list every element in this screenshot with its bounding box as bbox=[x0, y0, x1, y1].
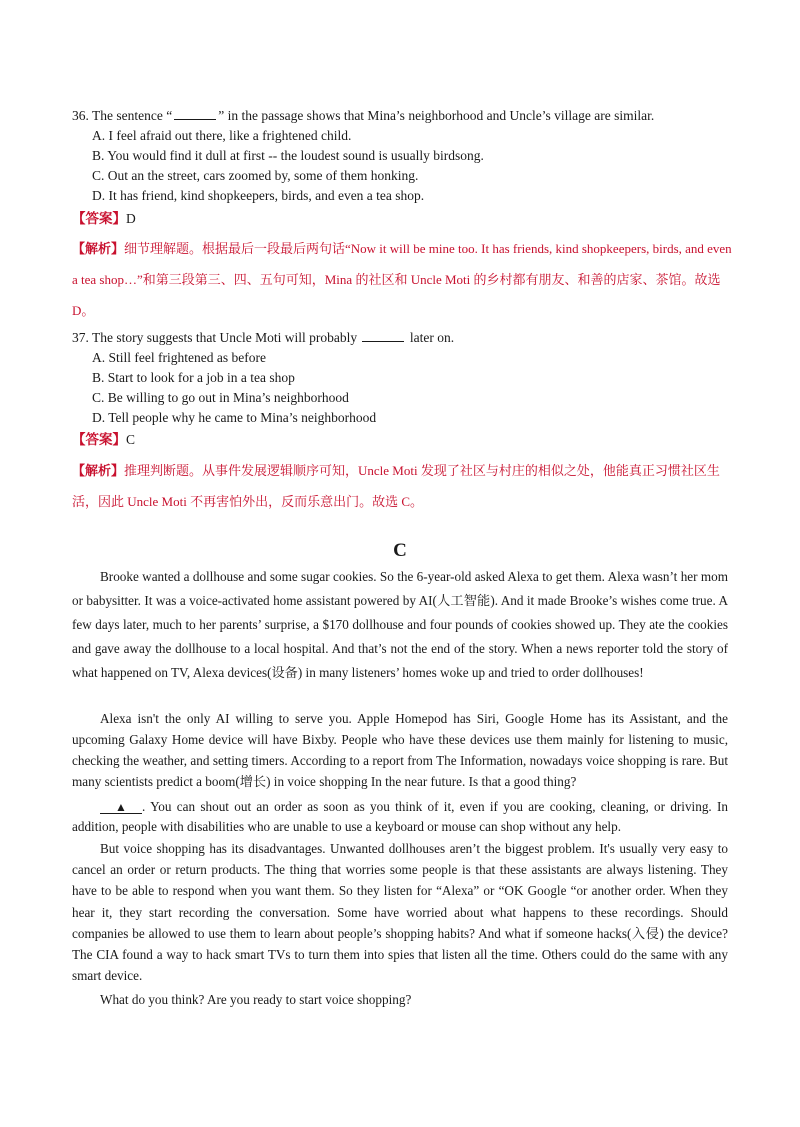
question-36-option-d: D. It has friend, kind shopkeepers, birds, and even a tea shop. bbox=[92, 188, 425, 203]
question-37-stem-end: later on. bbox=[409, 330, 455, 345]
passage-paragraph-3 bbox=[72, 797, 728, 837]
question-36-stem-end: ” in the passage shows that Mina’s neighborhood and Uncle’s village are similar. bbox=[218, 108, 655, 123]
explanation-label: 【解析】 bbox=[72, 463, 125, 478]
answer-label: 【答案】 bbox=[72, 211, 126, 226]
paragraph-text: But voice shopping has its disadvantages. Unwanted dollhouses aren’t the biggest problem. It's usually very easy to cancel an order or return products. The thing that worries some people is that these assistants are always listening. They have to be able to respond when you want them. So they listen for “Alexa” or “OK Google “or another order. When they hear it, they start recording the conversation. Some have worried about what happens to these recordings. Should companies be allowed to use them to learn about people’s shopping habits? And what if someone hacks(入侵) the device? The CIA found a way to hack smart TVs to turn them into spies that listen all the time. Others could do the same with any smart device. bbox=[72, 841, 728, 984]
question-36-explanation bbox=[72, 233, 732, 326]
section-title: C bbox=[393, 540, 407, 561]
question-36-stem-start: 36. The sentence “ bbox=[72, 108, 173, 123]
answer-blank bbox=[174, 107, 216, 120]
explanation-text: 推理判断题。从事件发展逻辑顺序可知，Uncle Moti 发现了社区与村庄的相似之处，他能真正习惯社区生活，因此 Uncle Moti 不再害怕外出，反而乐意出门。故选 C。 bbox=[72, 463, 720, 509]
question-37-option-b: B. Start to look for a job in a tea shop bbox=[92, 370, 295, 385]
answer-label: 【答案】 bbox=[72, 432, 126, 447]
answer-blank bbox=[362, 329, 404, 342]
paragraph-text: . You can shout out an order as soon as you think of it, even if you are cooking, cleaning, or driving. In addition, people with disabilities who are unable to use a keyboard or mouse can shop without any help. bbox=[72, 799, 728, 834]
paragraph-text: What do you think? Are you ready to start voice shopping? bbox=[100, 992, 412, 1007]
answer-value: D bbox=[126, 211, 136, 226]
question-37-stem-start: 37. The story suggests that Uncle Moti will probably bbox=[72, 330, 358, 345]
triangle-blank: ▲ bbox=[100, 801, 142, 814]
question-36-stem bbox=[72, 106, 654, 126]
passage-paragraph-1 bbox=[72, 565, 728, 685]
explanation-text: 细节理解题。根据最后一段最后两句话“Now it will be mine too. It has friends, kind shopkeepers, birds, and even a tea shop…”和第三段第三、四、五句可知，Mina 的社区和 Uncle Moti 的乡村都有朋友、和善的店家、茶馆。故选 D。 bbox=[72, 241, 732, 318]
question-37-answer bbox=[72, 430, 135, 450]
question-37-option-a: A. Still feel frightened as before bbox=[92, 350, 266, 365]
question-37-option-c: C. Be willing to go out in Mina’s neighborhood bbox=[92, 390, 349, 405]
paragraph-text: Alexa isn't the only AI willing to serve you. Apple Homepod has Siri, Google Home has its Assistant, and the upcoming Galaxy Home device will have Bixby. People who have these devices use them mainly for listening to music, checking the weather, and setting timers. According to a report from The Information, nowadays voice shopping is rare. But many scientists predict a boom(增长) in voice shopping In the near future. Is that a good thing? bbox=[72, 711, 728, 789]
passage-paragraph-4 bbox=[72, 838, 728, 986]
answer-value: C bbox=[126, 432, 136, 447]
question-36-option-b: B. You would find it dull at first -- the loudest sound is usually birdsong. bbox=[92, 148, 484, 163]
question-36-option-a: A. I feel afraid out there, like a frightened child. bbox=[92, 128, 352, 143]
question-37-option-d: D. Tell people why he came to Mina’s neighborhood bbox=[92, 410, 377, 425]
passage-paragraph-2 bbox=[72, 708, 728, 792]
question-37-stem bbox=[72, 328, 454, 348]
passage-paragraph-5 bbox=[72, 990, 728, 1010]
explanation-label: 【解析】 bbox=[72, 241, 125, 256]
paragraph-text: Brooke wanted a dollhouse and some sugar cookies. So the 6-year-old asked Alexa to get them. Alexa wasn’t her mom or babysitter. It was a voice-activated home assistant powered by AI(人工智能). And it made Brooke’s wishes come true. A few days later, much to her parents’ surprise, a $170 dollhouse and four pounds of cookies showed up. They ate the cookies and gave away the dollhouse to a local hospital. And that’s not the end of the story. When a news reporter told the story of what happened on TV, Alexa devices(设备) in many listeners’ homes woke up and tried to order dollhouses! bbox=[72, 569, 728, 680]
question-36-option-c: C. Out an the street, cars zoomed by, some of them honking. bbox=[92, 168, 419, 183]
question-37-explanation bbox=[72, 455, 732, 517]
question-36-answer bbox=[72, 209, 136, 229]
